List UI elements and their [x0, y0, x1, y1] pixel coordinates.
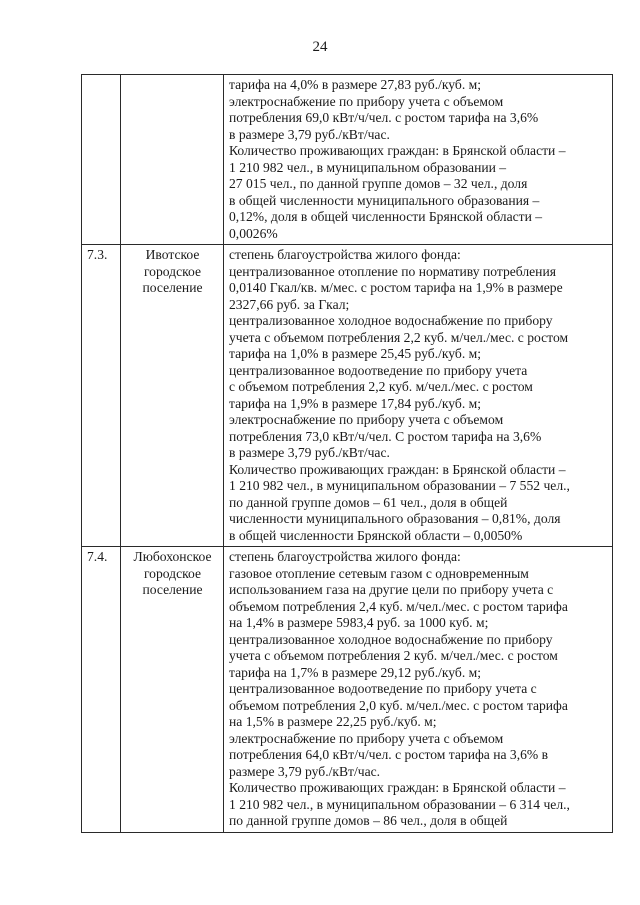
text-line: учета с объемом потребления 2 куб. м/чел./мес. с ростом	[229, 648, 558, 663]
document-table	[81, 74, 613, 833]
text-line: 1 210 982 чел., в муниципальном образовании – 7 552 чел.,	[229, 478, 570, 493]
text-line: 2327,66 руб. за Гкал;	[229, 296, 350, 312]
text-line: потребления 64,0 кВт/ч/чел. с ростом тарифа на 3,6% в	[229, 747, 549, 762]
row-number-cell	[82, 75, 121, 245]
text-line: в размере 3,79 руб./кВт/час.	[229, 445, 390, 460]
text-line: централизованное водоотведение по прибору учета с	[229, 681, 537, 696]
page-number: 24	[312, 39, 328, 55]
text-line: тарифа на 4,0% в размере 27,83 руб./куб. м;	[229, 77, 481, 92]
text-line: тарифа на 1,9% в размере 17,84 руб./куб. м;	[229, 395, 481, 411]
description-cell	[224, 75, 613, 245]
text-line: Количество проживающих граждан: в Брянской области –	[229, 461, 566, 477]
text-line: централизованное водоотведение по прибору учета	[229, 362, 528, 378]
text-line: на 1,5% в размере 22,25 руб./куб. м;	[229, 714, 437, 729]
municipality-name-cell	[121, 75, 224, 245]
municipality-name-cell	[121, 245, 224, 547]
text-line: по данной группе домов – 61 чел., доля в общей	[229, 494, 508, 510]
text-line: объемом потребления 2,4 куб. м/чел./мес. с ростом тарифа	[229, 598, 568, 614]
text-line: по данной группе домов – 86 чел., доля в общей	[229, 813, 508, 828]
text-line: Количество проживающих граждан: в Брянской области –	[229, 780, 566, 795]
table-row	[82, 245, 613, 547]
text-line: 1 210 982 чел., в муниципальном образовании –	[229, 159, 507, 175]
text-line: электроснабжение по прибору учета с объемом	[229, 412, 504, 427]
text-line: 1 210 982 чел., в муниципальном образовании – 6 314 чел.,	[229, 796, 570, 812]
text-line: централизованное отопление по нормативу потребления	[229, 263, 556, 279]
text-line: 0,0140 Гкал/кв. м/мес. с ростом тарифа на 1,9% в размере	[229, 280, 563, 295]
text-line: 27 015 чел., по данной группе домов – 32 чел., доля	[229, 176, 528, 191]
text-line: степень благоустройства жилого фонда:	[229, 247, 461, 262]
text-line: централизованное холодное водоснабжение по прибору	[229, 631, 553, 647]
text-line: в общей численности муниципального образования –	[229, 192, 540, 208]
text-line: электроснабжение по прибору учета с объемом	[229, 93, 504, 109]
municipality-name-line: городское	[143, 565, 202, 581]
text-line: газовое отопление сетевым газом с одновременным	[229, 565, 529, 581]
text-line: потребления 69,0 кВт/ч/чел. с ростом тарифа на 3,6%	[229, 110, 539, 125]
text-line: численности муниципального образования – 0,81%, доля	[229, 511, 561, 526]
text-line: электроснабжение по прибору учета с объемом	[229, 730, 504, 746]
row-number-cell: 7.3.	[82, 245, 121, 547]
municipality-name-line: городское	[143, 263, 202, 279]
description-cell	[224, 245, 613, 547]
municipality-name-line: поселение	[142, 280, 203, 295]
table-row	[82, 75, 613, 245]
text-line: с объемом потребления 2,2 куб. м/чел./мес. с ростом	[229, 379, 533, 394]
text-line: в размере 3,79 руб./кВт/час.	[229, 126, 390, 142]
text-line: централизованное холодное водоснабжение по прибору	[229, 313, 553, 328]
text-line: степень благоустройства жилого фонда:	[229, 549, 461, 564]
description-cell	[224, 547, 613, 833]
municipality-name-line: поселение	[142, 582, 203, 597]
text-line: учета с объемом потребления 2,2 куб. м/чел./мес. с ростом	[229, 329, 569, 345]
text-line: 0,0026%	[229, 225, 278, 241]
text-line: размере 3,79 руб./кВт/час.	[229, 763, 381, 779]
table-row	[82, 547, 613, 833]
text-line: 0,12%, доля в общей численности Брянской области –	[229, 209, 543, 224]
text-line: в общей численности Брянской области – 0,0050%	[229, 527, 523, 543]
municipality-name-line: Любохонское	[133, 549, 212, 564]
text-line: Количество проживающих граждан: в Брянской области –	[229, 143, 566, 158]
municipality-name-line: Ивотское	[145, 247, 200, 262]
text-line: использованием газа на другие цели по прибору учета с	[229, 582, 554, 597]
text-line: потребления 73,0 кВт/ч/чел. С ростом тарифа на 3,6%	[229, 428, 542, 444]
text-line: тарифа на 1,7% в размере 29,12 руб./куб. м;	[229, 664, 481, 680]
text-line: на 1,4% в размере 5983,4 руб. за 1000 куб. м;	[229, 615, 489, 630]
text-line: объемом потребления 2,0 куб. м/чел./мес. с ростом тарифа	[229, 697, 568, 713]
text-line: тарифа на 1,0% в размере 25,45 руб./куб. м;	[229, 346, 481, 361]
municipality-name-cell	[121, 547, 224, 833]
row-number-cell: 7.4.	[82, 547, 121, 833]
